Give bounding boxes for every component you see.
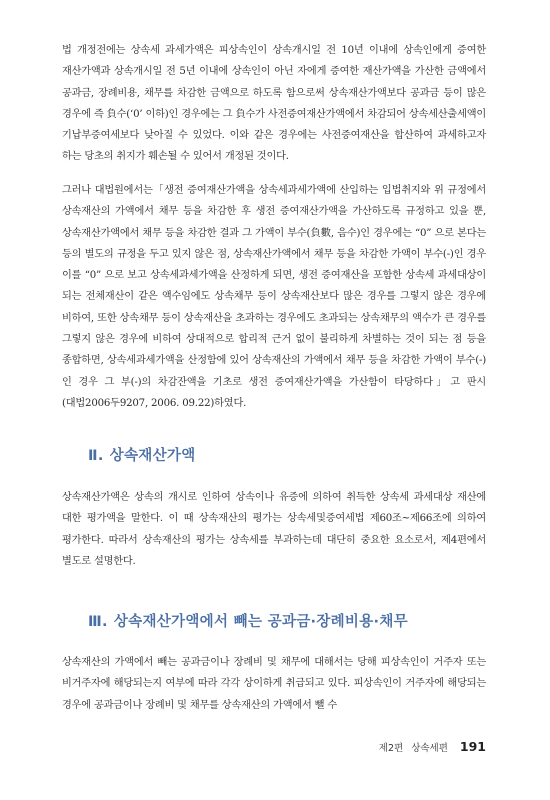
- section-number: Ⅲ.: [88, 614, 108, 630]
- section-heading-deductions: [88, 610, 408, 631]
- page-number: 191: [459, 739, 486, 754]
- paragraph-supreme-court-ruling: 그러나 대법원에서는「생전 증여재산가액을 상속세과세가액에 산입하는 입법취지와 위 규정에서 상속재산의 가액에서 채무 등을 차감한 후 생전 증여재산가액을 가산하도록 규정하고 있을 뿐, 상속재산가액에서 채무 등을 차감한 결과 그 가액이 부수(負數, 음수)인 경우에는 “0” 으로 본다는 등의 별도의 규정을 두고 있지 않은 점, 상속재산가액에서 채무 등을 차감한 가액이 부수(-)인 경우 이를 “0” 으로 보고 상속세과세가액을 산정하게 되면, 생전 증여재산을 포함한 상속세 과세대상이 되는 전체재산이 같은 액수임에도 상속채무 등이 상속재산보다 많은 경우를 그렇지 않은 경우에 비하여, 또한 상속채무 등이 상속재산을 초과하는 경우에도 초과되는 상속채무의 액수가 큰 경우를 그렇지 않은 경우에 비하여 상대적으로 합리적 근거 없이 불리하게 차별하는 것이 되는 점 등을 종합하면, 상속세과세가액을 산정함에 있어 상속재산의 가액에서 채무 등을 차감한 가액이 부수(-)인 경우 그 부(-)의 차감잔액을 기초로 생전 증여재산가액을 가산함이 타당하다」고 판시(대법2006두9207, 2006. 09.22)하였다.: [62, 185, 486, 409]
- footer-title: 상속세편: [411, 743, 448, 754]
- section-title: 상속재산가액에서 빼는 공과금·장례비용·채무: [113, 614, 408, 630]
- section-heading-inherited-property-value: [88, 444, 196, 465]
- section-number: Ⅱ.: [88, 448, 104, 464]
- paragraph-law-revision: 법 개정전에는 상속세 과세가액은 피상속인이 상속개시일 전 10년 이내에 상속인에게 증여한 재산가액과 상속개시일 전 5년 이내에 상속인이 아닌 자에게 증여한 재산가액을 가산한 금액에서 공과금, 장례비용, 채무를 차감한 금액으로 하도록 함으로써 상속재산가액보다 공과금 등이 많은 경우에 즉 負수(‘0’ 이하)인 경우에는 그 負수가 사전증여재산가액에서 차감되어 상속세산출세액이 기납부증여세보다 낮아질 수 있었다. 이와 같은 경우에는 사전증여재산을 합산하여 과세하고자 하는 당초의 취지가 훼손될 수 있어서 개정된 것이다.: [62, 45, 486, 163]
- page-footer: [379, 739, 486, 754]
- paragraph-deductions-intro: 상속재산의 가액에서 빼는 공과금이나 장례비 및 채무에 대해서는 당해 피상속인이 거주자 또는 비거주자에 해당되는지 여부에 따라 각각 상이하게 취급되고 있다. 피상속인이 거주자에 해당되는 경우에 공과금이나 장례비 및 채무를 상속재산의 가액에서 뺄 수: [62, 657, 486, 711]
- footer-section: 제2편: [378, 743, 404, 754]
- section-title: 상속재산가액: [109, 448, 196, 464]
- paragraph-inherited-property-definition: 상속재산가액은 상속의 개시로 인하여 상속이나 유증에 의하여 취득한 상속세 과세대상 재산에 대한 평가액을 말한다. 이 때 상속재산의 평가는 상속세및증여세법 제60조~제66조에 의하여 평가한다. 따라서 상속재산의 평가는 상속세를 부과하는데 대단히 중요한 요소로서, 제4편에서 별도로 설명한다.: [62, 492, 486, 567]
